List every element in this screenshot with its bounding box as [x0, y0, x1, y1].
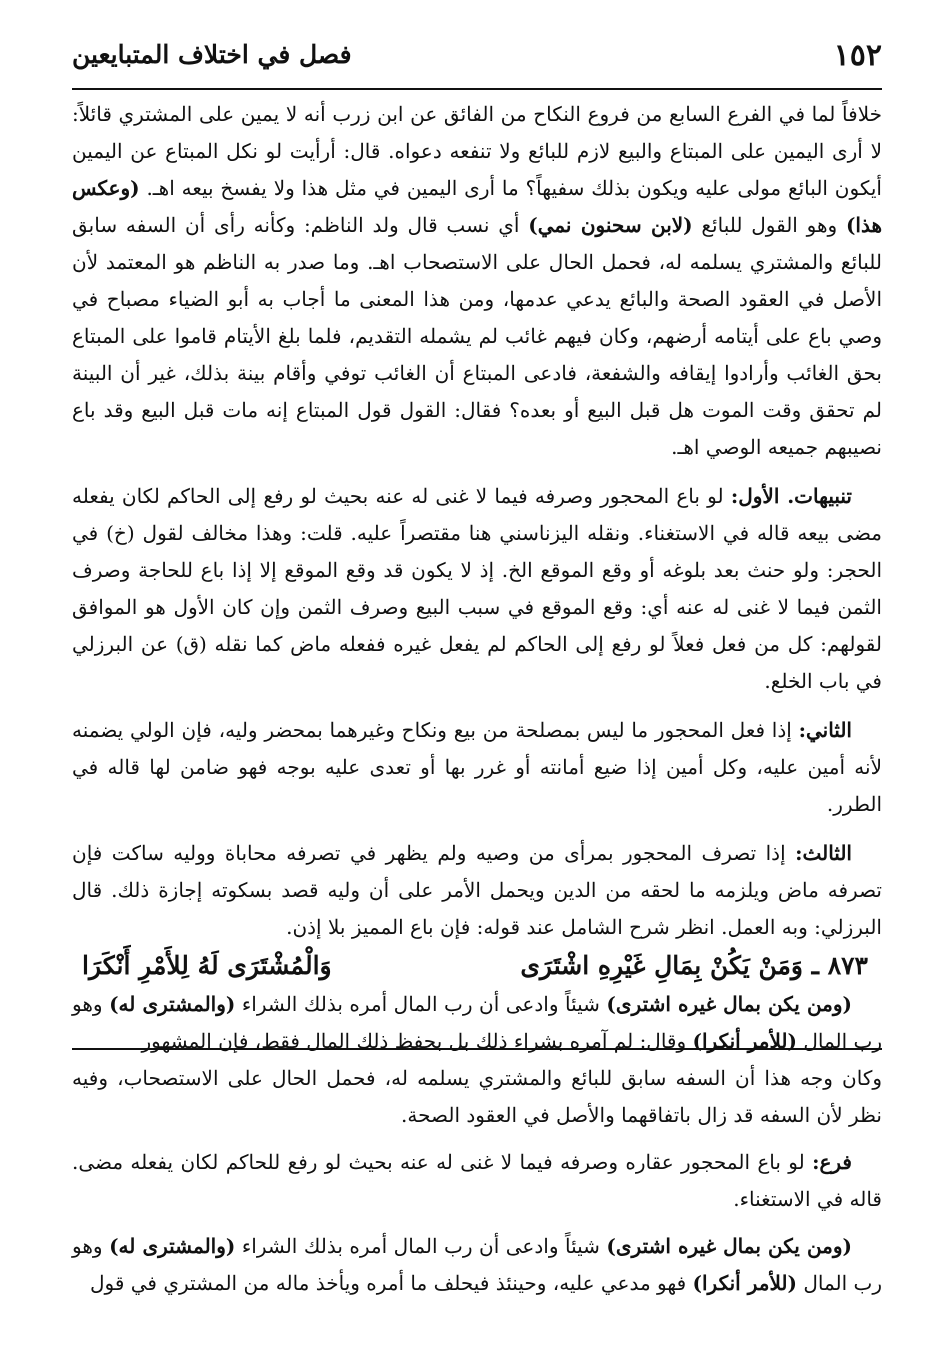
paragraph-notes-first: تنبيهات. الأول: لو باع المحجور وصرفه فيما لا غنى له عنه بحيث لو رفع إلى الحاكم لكان يفعله مضى بيعه قاله في الاستغناء. ونقله اليزناسني هنا مقتصراً عليه. قلت: وهذا مخالف لقول (خ) في الحجر: ولو حنث بعد بلوغه أو وقع الموقع الخ. إذ لا يكون قد وقع الموقع إلا إذا باع للحاجة وصرف الثمن فيما لا غنى له عنه أي: وقع الموقع في سبب البيع وصرف الثمن وإن كان الأول هو الموافق لقولهم: كل من فعل فعلاً لو رفع إلى الحاكم لم يفعل غيره ففعله ماض كما نقله (ق) عن البرزلي في باب الخلع.: [72, 484, 882, 693]
footnote-2: فرع: لو باع المحجور عقاره وصرفه فيما لا غنى له عنه بحيث لو رفع للحاكم لكان يفعله مضى. قاله في الاستغناء.: [72, 1150, 882, 1211]
paragraph-notes-second: الثاني: إذا فعل المحجور ما ليس بمصلحة من بيع ونكاح وغيرهما بمحضر وليه، فإن الولي يضمنه لأنه أمين عليه، وكل أمين إذا ضيع أمانته أو غرر بها أو تعدى عليه بوجه فهو ضامن لها قاله في الطرر.: [72, 718, 882, 816]
header-rule: [72, 88, 882, 90]
paragraph-verse-commentary: (ومن يكن بمال غيره اشترى) شيئاً وادعى أن رب المال أمره بذلك الشراء (والمشترى له) وهو رب المال (للأمر أنكرا) وقال: لم آمره بشراء ذلك بل بحفظ ذلك المال فقط، فإن المشهور: [72, 992, 882, 1053]
footnote-1: وكان وجه هذا أن السفه سابق للبائع والمشتري يسلمه له، فحمل الحال على الاستصحاب، وفيه نظر لأن السفه قد زال باتفاقهما والأصل في العقود الصحة.: [72, 1066, 883, 1127]
footnotes: [72, 1060, 882, 1302]
paragraph-notes-third: الثالث: إذا تصرف المحجور بمرأى من وصيه ولم يظهر في تصرفه محاباة ووليه ساكت فإن تصرفه ماض ويلزمه ما لحقه من الدين ويحمل الأمر على أن وليه قصد بسكوته إجازة ذلك. قال البرزلي: وبه العمل. انظر شرح الشامل عند قوله: فإن باع المميز بلا إذن.: [72, 841, 882, 939]
main-text: [72, 96, 882, 1060]
verse-hemistich-1: ٨٧٣ ـ وَمَنْ يَكُنْ بِمَالِ غَيْرِهِ اشْتَرَى: [520, 951, 868, 980]
verse-873: [72, 946, 882, 986]
footnote-3: (ومن يكن بمال غيره اشترى) شيئاً وادعى أن رب المال أمره بذلك الشراء (والمشترى له) وهو رب المال (للأمر أنكرا) فهو مدعي عليه، وحينئذ فيحلف ما أمره ويأخذ ماله من المشتري في قول: [72, 1234, 882, 1295]
paragraph-1: خلافاً لما في الفرع السابع من فروع النكاح من الفائق عن ابن زرب أنه لا يمين على المشتري قائلاً: لا أرى اليمين على المبتاع والبيع لازم للبائع ولا تنفعه دعواه. قال: أرأيت لو نكل المبتاع عن اليمين أيكون البائع مولى عليه ويكون بذلك سفيهاً؟ ما أرى اليمين في مثل هذا ولا يفسخ بيعه اهـ. (وعكس هذا) وهو القول للبائع (لابن سحنون نمي) أي نسب قال ولد الناظم: وكأنه رأى أن السفه سابق للبائع والمشتري يسلمه له، فحمل الحال على الاستصحاب اهـ. وما صدر به الناظم هو المعتمد لأن الأصل في العقود الصحة والبائع يدعي عدمها، ومن هذا المعنى ما أجاب به أبو الضياء مصباح في وصي باع على أيتامه أرضهم، وكان فيهم غائب لم يشمله التقديم، فلما بلغ الأيتام قاموا على المبتاع بحق الغائب وأرادوا إيقافه والشفعة، فادعى المبتاع أن الغائب توفي وأقام بينة بذلك، غير أن البينة لم تحقق وقت الموت هل قبل البيع أو بعده؟ فقال: القول قول المبتاع إنه مات قبل البيع وقد باع نصيبهم جميعه الوصي اهـ.: [72, 102, 883, 459]
footnote-rule: [72, 1048, 882, 1050]
page-header: [72, 28, 882, 88]
page-number: ١٥٢: [833, 38, 882, 73]
running-title: فصل في اختلاف المتبايعين: [72, 40, 352, 69]
verse-hemistich-2: وَالْمُشْتَرَى لَهُ لِلأَمْرِ أَنْكَرَا: [82, 951, 332, 980]
